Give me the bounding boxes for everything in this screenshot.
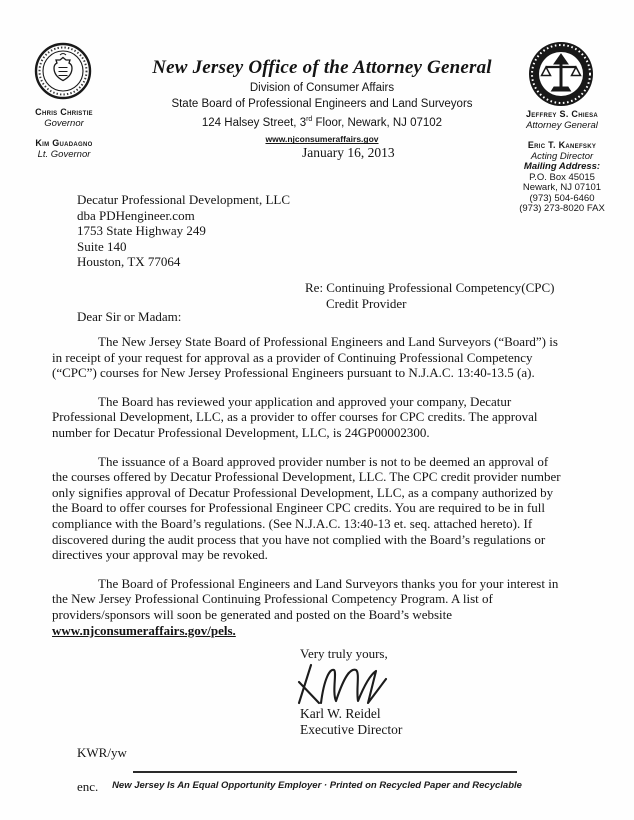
- right-officials-block: [497, 100, 627, 162]
- mailing-phone: (973) 504-6460: [529, 192, 595, 204]
- mailing-address-block: [497, 162, 627, 215]
- recipient-suite: Suite 140: [77, 238, 127, 254]
- reference-initials: KWR/yw: [77, 745, 127, 760]
- attorney-general-name: Jeffrey S. Chiesa: [525, 109, 599, 119]
- valediction: Very truly yours,: [300, 646, 388, 661]
- paragraph-2: The Board has reviewed your application and approved your company, Decatur Professional Development, LLC, as a provider to offer courses for CPC credits. The approval number for Decatur Professional Development, LLC, is 24GP00002300.: [52, 393, 538, 440]
- recipient-city-state-zip: Houston, TX 77064: [77, 254, 181, 269]
- mailing-fax: (973) 273-8020 FAX: [519, 203, 605, 214]
- letter-body: [52, 334, 567, 651]
- enclosure-notation: enc.: [77, 779, 99, 794]
- recipient-street: 1753 State Highway 249: [77, 223, 206, 238]
- agency-website-link: www.njconsumeraffairs.gov: [265, 134, 379, 145]
- board-line: State Board of Professional Engineers and Land Surveyors: [171, 97, 473, 110]
- recipient-dba: dba PDHengineer.com: [77, 207, 195, 223]
- signer-name: Karl W. Reidel: [300, 706, 381, 721]
- recipient-company: Decatur Professional Development, LLC: [77, 192, 290, 207]
- signature-block: [300, 706, 402, 738]
- mailing-city: Newark, NJ 07101: [522, 182, 602, 193]
- paragraph-1: The New Jersey State Board of Professional Engineers and Land Surveyors (“Board”) is in receipt of your request for approval as a provider of Continuing Professional Competency (“CPC”) courses for New Jersey Professional Engineers pursuant to N.J.A.C. 13:40-13.5 (a).: [52, 334, 558, 381]
- letterhead-center: [117, 57, 527, 147]
- signer-title: Executive Director: [300, 722, 403, 737]
- recipient-address-block: [77, 192, 290, 270]
- acting-director-name: Eric T. Kanefsky: [527, 140, 597, 150]
- street-address-post: Floor, Newark, NJ 07102: [312, 116, 443, 129]
- re-subject-line1: Re: Continuing Professional Competency(CPC): [305, 280, 555, 295]
- acting-director-title: Acting Director: [530, 151, 594, 162]
- letter-date: January 16, 2013: [302, 145, 395, 160]
- street-address-ordinal: rd: [306, 116, 313, 123]
- handwritten-signature: [294, 659, 394, 712]
- street-address-pre: 124 Halsey Street, 3: [201, 116, 307, 129]
- paragraph-4: [52, 576, 567, 638]
- paragraph-3: The issuance of a Board approved provider number is not to be deemed an approval of the courses offered by Decatur Professional Development, LLC. The CPC credit provider number only signifies approval of Decatur Professional Development, LLC, as a company authorized by the Board to offer courses for Professional Engineer CPC credits. You are required to be in full compliance with the Board’s regulations. (See N.J.A.C. 13:40-13 et. seq. attached hereto). If discovered during the audit process that you have not complied with the Board’s regulations or directives your approval may be revoked.: [52, 453, 561, 563]
- division-line: Division of Consumer Affairs: [249, 82, 395, 94]
- left-officials-block: [0, 98, 128, 160]
- lt-governor-title: Lt. Governor: [37, 149, 91, 160]
- mailing-po-box: P.O. Box 45015: [529, 171, 595, 183]
- lt-governor-name: Kim Guadagno: [35, 138, 93, 148]
- governor-name: Chris Christie: [35, 107, 93, 117]
- re-subject-block: [305, 280, 555, 311]
- salutation: Dear Sir or Madam:: [77, 309, 182, 324]
- governor-title: Governor: [44, 118, 84, 129]
- paragraph-4-text: The Board of Professional Engineers and Land Surveyors thanks you for your interest in the New Jersey Professional Continuing Professional Competency Program. A list of providers/sponsors will soon be generated and posted on the Board’s website: [52, 575, 559, 622]
- attorney-general-title: Attorney General: [526, 120, 598, 131]
- agency-title: New Jersey Office of the Attorney General: [152, 57, 492, 78]
- nj-state-seal-icon: [34, 42, 92, 105]
- footer-divider: [133, 771, 517, 773]
- footer-slogan: New Jersey Is An Equal Opportunity Employer · Printed on Recycled Paper and Recyclable: [112, 780, 522, 791]
- re-subject-line2: Credit Provider: [326, 295, 407, 311]
- mailing-address-label: Mailing Address:: [523, 161, 601, 172]
- pels-website-link: www.njconsumeraffairs.gov/pels.: [52, 622, 236, 638]
- street-address-line: [117, 114, 527, 129]
